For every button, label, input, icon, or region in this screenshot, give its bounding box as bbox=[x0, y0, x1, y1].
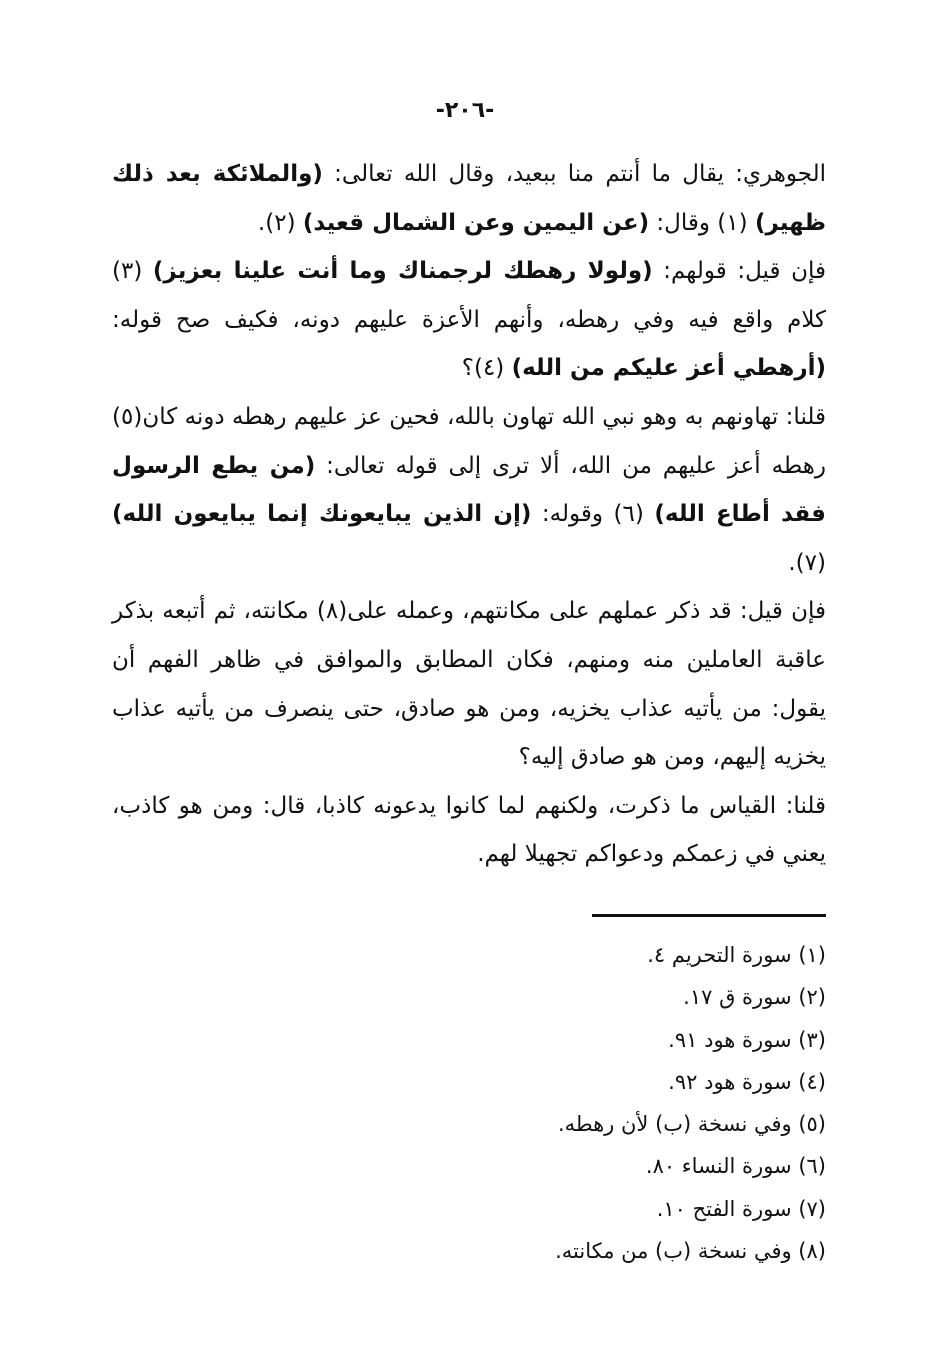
quran-quote: (والملائكة بعد ذلك ظهير) bbox=[112, 161, 826, 236]
footnote: (٣) سورة هود ٩١. bbox=[668, 1027, 826, 1052]
footnote: (٦) سورة النساء ٨٠. bbox=[645, 1154, 826, 1179]
text-segment: فإن قيل: قد ذكر عملهم على مكانتهم، وعمله على(٨) مكانته، ثم أتبعه بذكر عاقبة العاملين منه ومنهم، فكان المطابق والموافق في ظاهر الفهم أن يقول: من يأتيه عذاب يخزيه، ومن هو صادق، حتى ينصرف من يأتيه عذاب يخزيه إليهم، ومن هو صادق إليه؟ bbox=[112, 598, 827, 771]
footnotes bbox=[300, 934, 826, 1272]
quran-quote: (عن اليمين وعن الشمال قعيد) bbox=[302, 209, 650, 236]
paragraph bbox=[112, 247, 826, 393]
paragraph bbox=[112, 782, 826, 879]
quran-quote: (إن الذين يبايعونك إنما يبايعون الله) bbox=[112, 501, 532, 528]
text-segment: فإن قيل: قولهم: bbox=[652, 258, 826, 285]
text-segment: قلنا: القياس ما ذكرت، ولكنهم لما كانوا يدعونه كاذبا، قال: ومن هو كاذب، يعني في زعمكم ودعواكم تجهيلا لهم. bbox=[112, 792, 826, 868]
paragraph bbox=[112, 150, 826, 247]
page-number: -٢٠٦- bbox=[435, 98, 495, 123]
text-segment: (٣) كلام واقع فيه وفي رهطه، وأنهم الأعزة عليهم دونه، فكيف صح قوله: bbox=[112, 258, 826, 333]
footnote: (٨) وفي نسخة (ب) من مكانته. bbox=[555, 1239, 826, 1264]
quran-quote: (من يطع الرسول فقد أطاع الله) bbox=[112, 452, 826, 528]
text-segment: (٢). bbox=[257, 209, 303, 236]
footnote: (١) سورة التحريم ٤. bbox=[647, 943, 826, 967]
footnote: (٧) سورة الفتح ١٠. bbox=[656, 1196, 826, 1221]
text-segment: الجوهري: يقال ما أنتم منا ببعيد، وقال الله تعالى: bbox=[322, 161, 826, 187]
text-segment: (٦) وقوله: bbox=[531, 501, 655, 528]
text-segment: (٤)؟ bbox=[461, 355, 512, 382]
footnote: (٤) سورة هود ٩٢. bbox=[668, 1069, 826, 1094]
text-segment: قلنا: تهاونهم به وهو نبي الله تهاون بالله، فحين عز عليهم رهطه دونه كان(٥) رهطه أعز عليهم من الله، ألا ترى إلى قوله تعالى: bbox=[112, 403, 826, 479]
paragraph bbox=[112, 587, 826, 781]
text-segment: (٧). bbox=[788, 549, 826, 576]
footnote: (٥) وفي نسخة (ب) لأن رهطه. bbox=[557, 1112, 826, 1137]
quran-quote: (أرهطي أعز عليكم من الله) bbox=[511, 355, 826, 382]
footnote: (٢) سورة ق ١٧. bbox=[683, 985, 826, 1010]
main-text bbox=[112, 150, 826, 879]
quran-quote: (ولولا رهطك لرجمناك وما أنت علينا بعزيز) bbox=[152, 258, 653, 285]
text-segment: (١) وقال: bbox=[649, 209, 755, 236]
footnote-divider bbox=[592, 914, 826, 917]
paragraph bbox=[112, 393, 826, 587]
